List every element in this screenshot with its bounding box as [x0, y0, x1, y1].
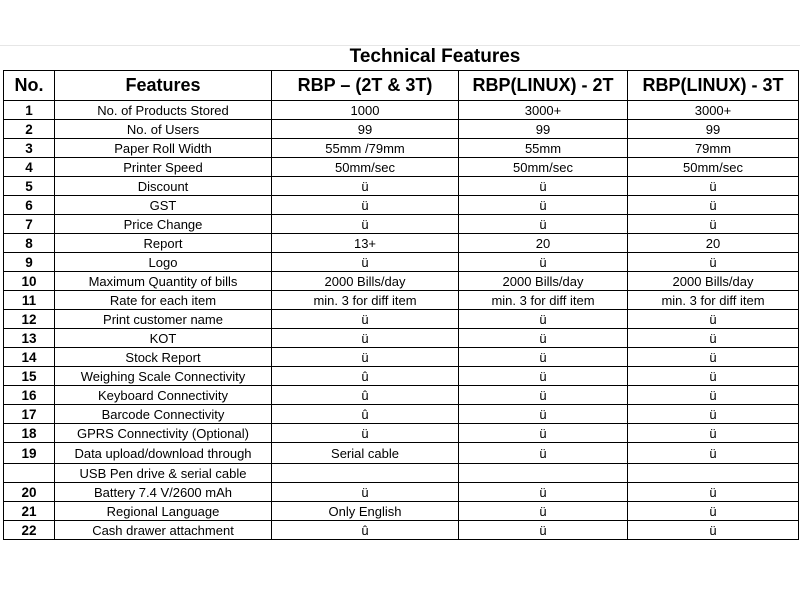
- cell-no: 17: [4, 405, 55, 424]
- cell-no: [4, 464, 55, 483]
- cell-rbp-linux-2t: ü: [459, 424, 628, 443]
- cell-no: 3: [4, 139, 55, 158]
- cell-rbp-linux-2t: ü: [459, 502, 628, 521]
- cell-rbp: ü: [272, 329, 459, 348]
- cell-rbp-linux-3t: 99: [628, 120, 799, 139]
- cell-feature: KOT: [55, 329, 272, 348]
- cell-feature: Paper Roll Width: [55, 139, 272, 158]
- cell-rbp: [272, 464, 459, 483]
- cell-rbp-linux-3t: [628, 464, 799, 483]
- cell-no: 19: [4, 443, 55, 464]
- cell-rbp-linux-2t: ü: [459, 405, 628, 424]
- cell-rbp-linux-3t: 50mm/sec: [628, 158, 799, 177]
- table-row: [4, 405, 799, 424]
- cell-feature: Report: [55, 234, 272, 253]
- cell-no: 13: [4, 329, 55, 348]
- table-row: [4, 464, 799, 483]
- cell-rbp-linux-3t: ü: [628, 443, 799, 464]
- cell-feature: Regional Language: [55, 502, 272, 521]
- cell-rbp: 13+: [272, 234, 459, 253]
- cell-rbp-linux-2t: ü: [459, 367, 628, 386]
- header-features: Features: [55, 71, 272, 101]
- cell-feature: Price Change: [55, 215, 272, 234]
- cell-rbp: ü: [272, 196, 459, 215]
- cell-no: 22: [4, 521, 55, 540]
- table-row: [4, 120, 799, 139]
- header-rbp-linux-2t: RBP(LINUX) - 2T: [459, 71, 628, 101]
- table-row: [4, 521, 799, 540]
- table-row: [4, 386, 799, 405]
- cell-no: 12: [4, 310, 55, 329]
- cell-no: 10: [4, 272, 55, 291]
- features-table: [3, 70, 799, 540]
- cell-rbp-linux-3t: ü: [628, 348, 799, 367]
- cell-rbp-linux-2t: ü: [459, 348, 628, 367]
- cell-rbp-linux-2t: [459, 464, 628, 483]
- cell-rbp: 99: [272, 120, 459, 139]
- cell-rbp: û: [272, 386, 459, 405]
- cell-rbp-linux-3t: ü: [628, 424, 799, 443]
- table-row: [4, 158, 799, 177]
- cell-rbp: ü: [272, 483, 459, 502]
- cell-rbp: ü: [272, 253, 459, 272]
- cell-rbp-linux-2t: 2000 Bills/day: [459, 272, 628, 291]
- cell-rbp-linux-2t: ü: [459, 310, 628, 329]
- cell-no: 15: [4, 367, 55, 386]
- cell-rbp-linux-3t: ü: [628, 367, 799, 386]
- cell-feature: Stock Report: [55, 348, 272, 367]
- cell-rbp-linux-3t: ü: [628, 177, 799, 196]
- cell-feature: USB Pen drive & serial cable: [55, 464, 272, 483]
- cell-rbp: ü: [272, 215, 459, 234]
- cell-rbp: û: [272, 521, 459, 540]
- table-row: [4, 177, 799, 196]
- cell-feature: No. of Users: [55, 120, 272, 139]
- cell-rbp-linux-3t: 2000 Bills/day: [628, 272, 799, 291]
- cell-feature: Cash drawer attachment: [55, 521, 272, 540]
- cell-feature: Logo: [55, 253, 272, 272]
- cell-rbp-linux-2t: ü: [459, 329, 628, 348]
- cell-feature: Printer Speed: [55, 158, 272, 177]
- cell-feature: Rate for each item: [55, 291, 272, 310]
- cell-rbp-linux-2t: 99: [459, 120, 628, 139]
- cell-no: 21: [4, 502, 55, 521]
- cell-rbp-linux-2t: 3000+: [459, 101, 628, 120]
- cell-rbp-linux-2t: ü: [459, 196, 628, 215]
- cell-feature: Discount: [55, 177, 272, 196]
- cell-rbp: û: [272, 367, 459, 386]
- cell-rbp-linux-2t: ü: [459, 177, 628, 196]
- cell-rbp-linux-3t: ü: [628, 483, 799, 502]
- cell-rbp-linux-3t: ü: [628, 329, 799, 348]
- cell-rbp: 50mm/sec: [272, 158, 459, 177]
- cell-rbp-linux-2t: 20: [459, 234, 628, 253]
- cell-rbp-linux-2t: ü: [459, 215, 628, 234]
- cell-no: 1: [4, 101, 55, 120]
- cell-feature: Maximum Quantity of bills: [55, 272, 272, 291]
- cell-feature: Data upload/download through: [55, 443, 272, 464]
- table-row: [4, 291, 799, 310]
- table-row: [4, 101, 799, 120]
- table-row: [4, 329, 799, 348]
- header-rbp-linux-3t: RBP(LINUX) - 3T: [628, 71, 799, 101]
- cell-rbp-linux-3t: ü: [628, 386, 799, 405]
- cell-rbp-linux-3t: 20: [628, 234, 799, 253]
- cell-rbp-linux-3t: ü: [628, 521, 799, 540]
- cell-rbp-linux-3t: ü: [628, 253, 799, 272]
- cell-no: 14: [4, 348, 55, 367]
- cell-rbp-linux-2t: ü: [459, 483, 628, 502]
- table-row: [4, 272, 799, 291]
- cell-rbp: min. 3 for diff item: [272, 291, 459, 310]
- page-title: Technical Features: [349, 46, 521, 67]
- cell-rbp: Serial cable: [272, 443, 459, 464]
- cell-rbp: ü: [272, 177, 459, 196]
- cell-rbp: ü: [272, 310, 459, 329]
- cell-no: 11: [4, 291, 55, 310]
- cell-no: 16: [4, 386, 55, 405]
- cell-rbp-linux-3t: min. 3 for diff item: [628, 291, 799, 310]
- cell-no: 9: [4, 253, 55, 272]
- cell-rbp: ü: [272, 424, 459, 443]
- cell-rbp-linux-3t: 79mm: [628, 139, 799, 158]
- cell-feature: Barcode Connectivity: [55, 405, 272, 424]
- cell-rbp-linux-2t: 55mm: [459, 139, 628, 158]
- cell-feature: No. of Products Stored: [55, 101, 272, 120]
- cell-rbp-linux-2t: ü: [459, 253, 628, 272]
- table-row: [4, 196, 799, 215]
- table-row: [4, 234, 799, 253]
- header-no: No.: [4, 71, 55, 101]
- cell-rbp-linux-3t: ü: [628, 405, 799, 424]
- cell-no: 6: [4, 196, 55, 215]
- cell-rbp: û: [272, 405, 459, 424]
- cell-rbp-linux-3t: ü: [628, 196, 799, 215]
- table-row: [4, 310, 799, 329]
- cell-no: 7: [4, 215, 55, 234]
- cell-rbp-linux-2t: ü: [459, 443, 628, 464]
- table-row: [4, 253, 799, 272]
- table-row: [4, 367, 799, 386]
- cell-feature: GST: [55, 196, 272, 215]
- cell-feature: Print customer name: [55, 310, 272, 329]
- cell-rbp-linux-3t: ü: [628, 502, 799, 521]
- cell-feature: Weighing Scale Connectivity: [55, 367, 272, 386]
- cell-feature: Battery 7.4 V/2600 mAh: [55, 483, 272, 502]
- cell-rbp: Only English: [272, 502, 459, 521]
- header-row: [4, 71, 799, 101]
- cell-rbp-linux-2t: 50mm/sec: [459, 158, 628, 177]
- cell-no: 8: [4, 234, 55, 253]
- table-row: [4, 443, 799, 464]
- cell-rbp-linux-3t: ü: [628, 215, 799, 234]
- cell-no: 4: [4, 158, 55, 177]
- cell-rbp: 55mm /79mm: [272, 139, 459, 158]
- cell-rbp: 2000 Bills/day: [272, 272, 459, 291]
- table-row: [4, 502, 799, 521]
- cell-no: 2: [4, 120, 55, 139]
- cell-rbp-linux-2t: ü: [459, 386, 628, 405]
- table-row: [4, 215, 799, 234]
- table-row: [4, 424, 799, 443]
- cell-feature: GPRS Connectivity (Optional): [55, 424, 272, 443]
- cell-rbp-linux-2t: min. 3 for diff item: [459, 291, 628, 310]
- cell-no: 5: [4, 177, 55, 196]
- cell-rbp-linux-2t: ü: [459, 521, 628, 540]
- header-rbp: RBP – (2T & 3T): [272, 71, 459, 101]
- cell-rbp-linux-3t: 3000+: [628, 101, 799, 120]
- cell-feature: Keyboard Connectivity: [55, 386, 272, 405]
- table-row: [4, 348, 799, 367]
- cell-no: 20: [4, 483, 55, 502]
- table-row: [4, 483, 799, 502]
- cell-no: 18: [4, 424, 55, 443]
- cell-rbp: 1000: [272, 101, 459, 120]
- table-row: [4, 139, 799, 158]
- cell-rbp: ü: [272, 348, 459, 367]
- cell-rbp-linux-3t: ü: [628, 310, 799, 329]
